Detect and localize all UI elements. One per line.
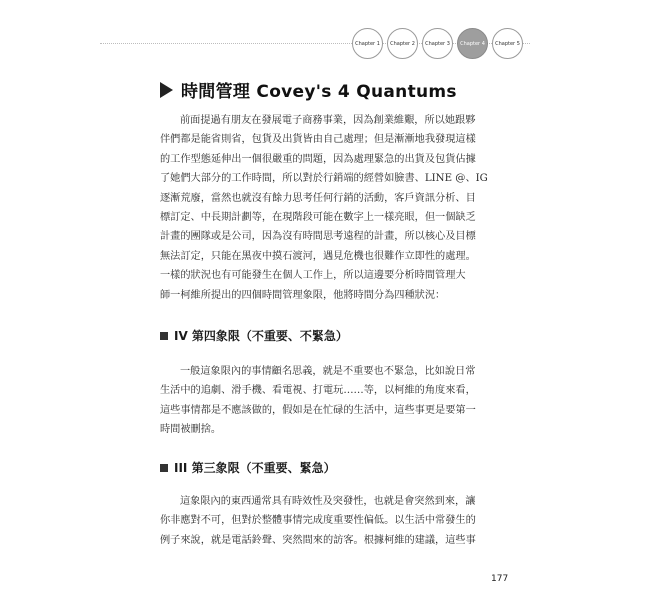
intro-paragraph (160, 111, 505, 305)
text-line: 逐漸荒廢，當然也就沒有餘力思考任何行銷的活動，客戶資訊分析、目 (160, 192, 476, 204)
section-title (160, 77, 457, 102)
play-triangle-icon (160, 82, 173, 98)
section-iv-title: IV 第四象限（不重要、不緊急） (174, 329, 348, 343)
section-iii-paragraph (160, 492, 505, 550)
page-title: 時間管理 Covey's 4 Quantums (181, 82, 457, 102)
chapter-5-tab: Chapter 5 (492, 28, 523, 59)
text-line: 了她們大部分的工作時間，所以對於行銷端的經營如臉書、LINE @、IG (160, 173, 488, 185)
chapter-3-tab: Chapter 3 (422, 28, 453, 59)
section-iii-title: III 第三象限（不重要、緊急） (174, 461, 336, 475)
text-line: 這些事情都是不應該做的，假如是在忙碌的生活中，這些事更是要第一 (160, 404, 476, 416)
page-number: 177 (491, 574, 509, 584)
text-line: 時間被刪捨。 (160, 424, 222, 436)
text-line: 一樣的狀況也有可能發生在個人工作上，所以這邊要分析時間管理大 (160, 270, 466, 282)
text-line: 標訂定、中長期計劃等，在現階段可能在數字上一樣亮眼，但一個缺乏 (160, 212, 476, 224)
chapter-1-tab: Chapter 1 (352, 28, 383, 59)
chapter-4-tab: Chapter 4 (457, 28, 488, 59)
text-line: 無法訂定，只能在黑夜中摸石渡河，遇見危機也很難作立即性的處理。 (160, 250, 476, 262)
text-line: 一般這象限內的事情顧名思義，就是不重要也不緊急，比如說日常 (180, 366, 476, 377)
section-iv-paragraph (160, 362, 505, 440)
text-line: 師一柯維所提出的四個時間管理象限，他將時間分為四種狀況： (160, 289, 446, 301)
text-line: 這象限內的東西通常具有時效性及突發性，也就是會突然到來，讓 (180, 496, 476, 507)
text-line: 伴們都是能省則省，包貨及出貨皆由自己處理；但是漸漸地我發現這樣 (160, 134, 476, 146)
text-line: 例子來說，就是電話鈴聲、突然間來的訪客。根據柯維的建議，這些事 (160, 534, 476, 546)
square-bullet-icon (160, 332, 168, 340)
chapter-nav (352, 28, 527, 59)
section-iii-heading (160, 459, 336, 476)
text-line: 前面提過有朋友在發展電子商務事業，因為創業維艱，所以她跟夥 (180, 115, 476, 126)
section-iv-heading (160, 327, 348, 344)
text-line: 的工作型態延伸出一個很嚴重的問題，因為處理緊急的出貨及包貨佔據 (160, 153, 476, 165)
text-line: 你非應對不可，但對於整體事情完成度重要性偏低。以生活中常發生的 (160, 515, 476, 527)
square-bullet-icon (160, 464, 168, 472)
text-line: 生活中的追劇、滑手機、看電視、打電玩……等，以柯維的角度來看， (160, 385, 476, 397)
text-line: 計畫的團隊或是公司，因為沒有時間思考遠程的計畫，所以核心及目標 (160, 231, 476, 243)
chapter-2-tab: Chapter 2 (387, 28, 418, 59)
